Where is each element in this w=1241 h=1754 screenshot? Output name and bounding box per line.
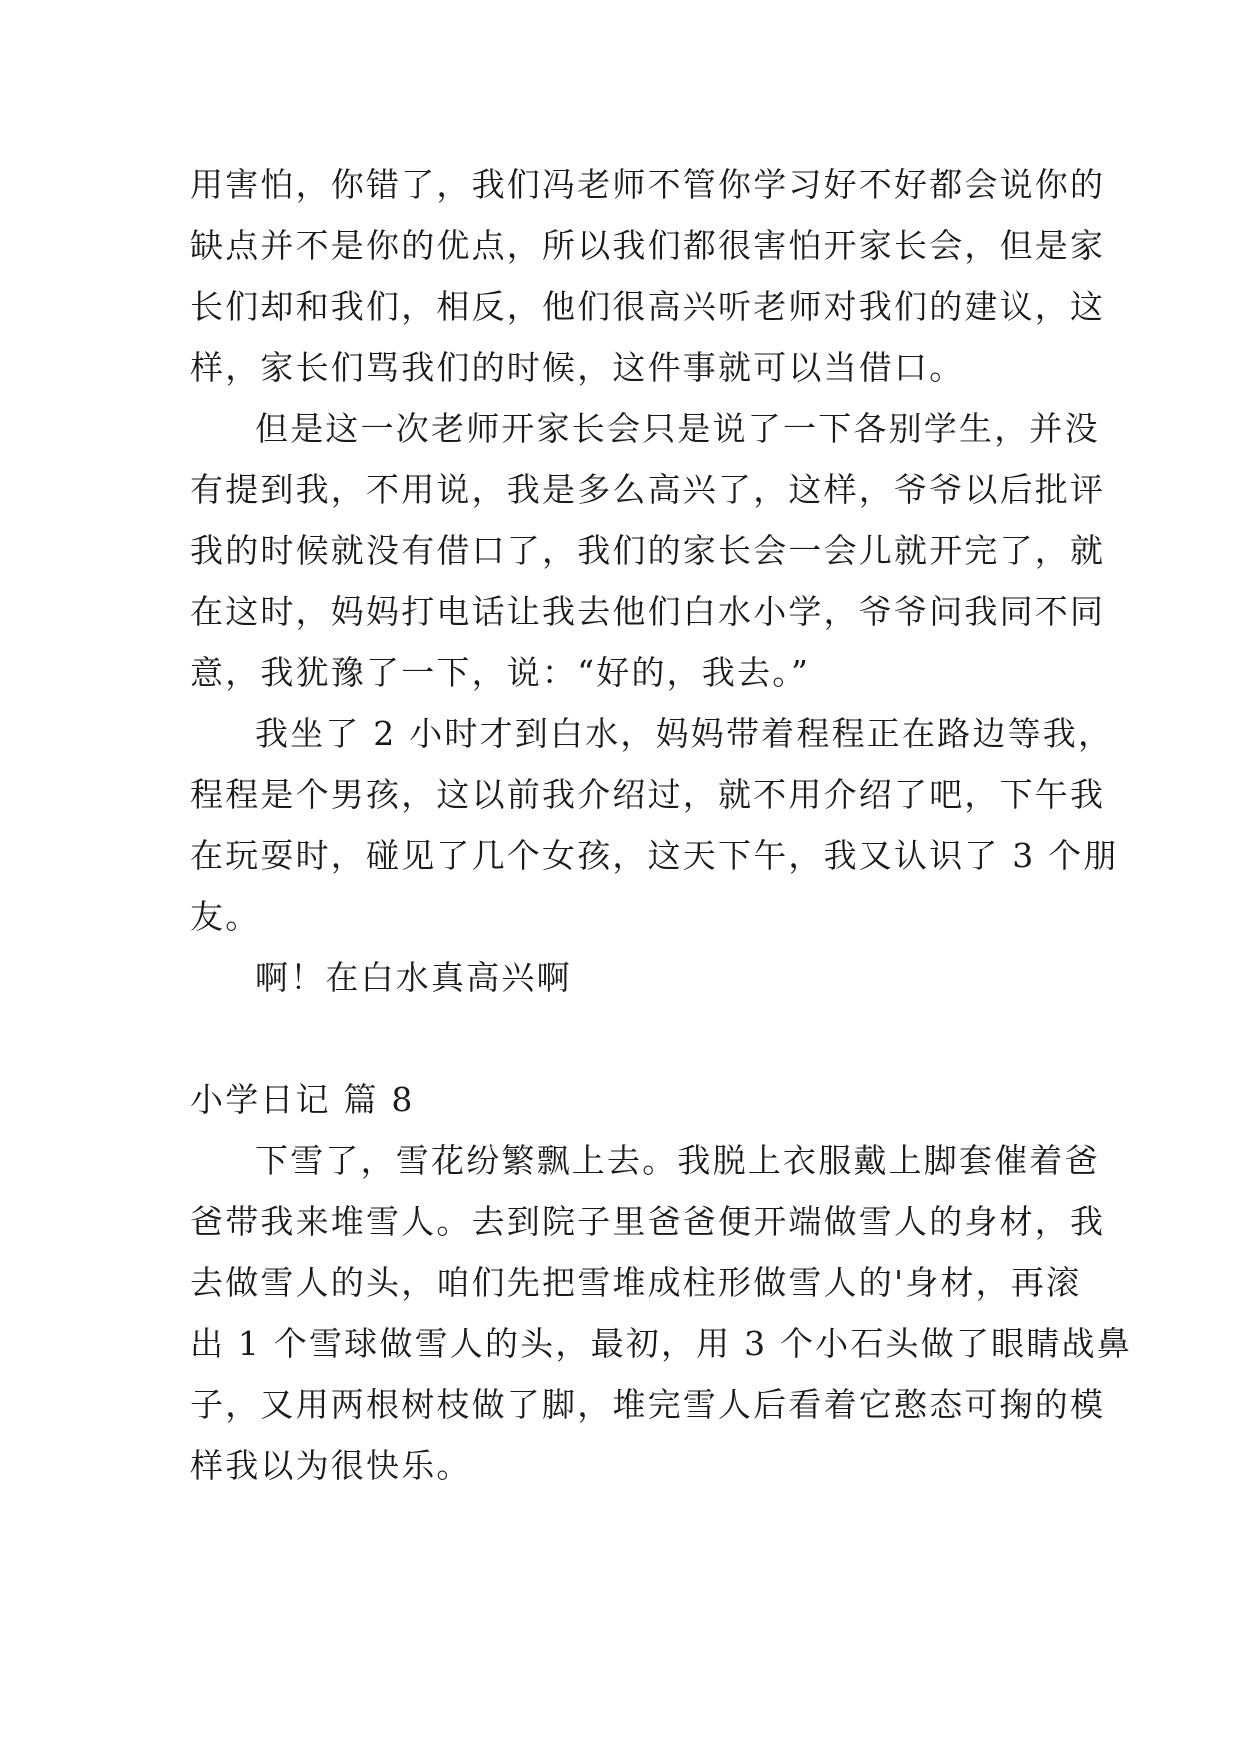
text-line: 样，家长们骂我们的时候，这件事就可以当借口。 xyxy=(190,348,965,387)
text-line: 爸带我来堆雪人。去到院子里爸爸便开端做雪人的身材，我 xyxy=(190,1202,1106,1241)
text-line: 长们却和我们，相反，他们很高兴听老师对我们的建议，这 xyxy=(190,287,1106,326)
paragraph-first-line: 啊！在白水真高兴啊 xyxy=(255,958,572,997)
text-line: 缺点并不是你的优点，所以我们都很害怕开家长会，但是家 xyxy=(190,226,1106,265)
text-line: 在这时，妈妈打电话让我去他们白水小学，爷爷问我同不同 xyxy=(190,592,1106,631)
text-line: 程程是个男孩，这以前我介绍过，就不用介绍了吧，下午我 xyxy=(190,775,1106,814)
text-line: 子，又用两根树枝做了脚，堆完雪人后看着它憨态可掬的模 xyxy=(190,1385,1106,1424)
paragraph-first-line: 但是这一次老师开家长会只是说了一下各别学生，并没 xyxy=(255,409,1100,448)
section-heading: 小学日记 篇 8 xyxy=(190,1080,415,1119)
text-line: 用害怕，你错了，我们冯老师不管你学习好不好都会说你的 xyxy=(190,165,1106,204)
text-line: 有提到我，不用说，我是多么高兴了，这样，爷爷以后批评 xyxy=(190,470,1106,509)
text-line: 我的时候就没有借口了，我们的家长会一会儿就开完了，就 xyxy=(190,531,1106,570)
text-line: 出 1 个雪球做雪人的头，最初，用 3 个小石头做了眼睛战鼻 xyxy=(190,1324,1132,1363)
text-line: 样我以为很快乐。 xyxy=(190,1446,472,1485)
paragraph-first-line: 下雪了，雪花纷繁飘上去。我脱上衣服戴上脚套催着爸 xyxy=(255,1141,1100,1180)
text-line: 在玩耍时，碰见了几个女孩，这天下午，我又认识了 3 个朋 xyxy=(190,836,1119,875)
text-line: 去做雪人的头，咱们先把雪堆成柱形做雪人的'身材，再滚 xyxy=(190,1263,1082,1302)
text-line: 友。 xyxy=(190,897,261,936)
text-line: 意，我犹豫了一下，说：“好的，我去。” xyxy=(190,653,811,692)
paragraph-first-line: 我坐了 2 小时才到白水，妈妈带着程程正在路边等我， xyxy=(255,714,1114,753)
